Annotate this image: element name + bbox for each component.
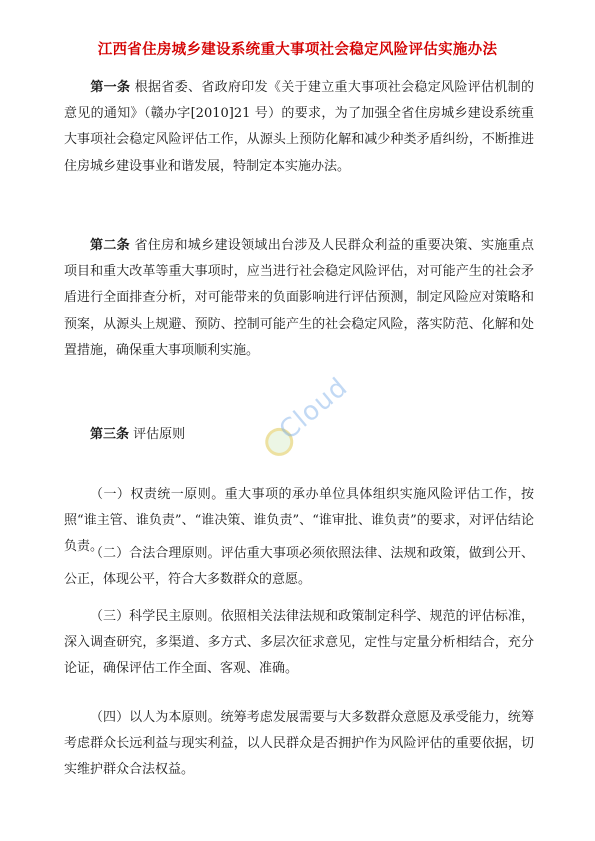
document-title: 江西省住房城乡建设系统重大事项社会稳定风险评估实施办法 <box>97 42 498 58</box>
watermark-text: Cloud <box>273 372 354 446</box>
article-3-heading: 第三条 <box>90 427 130 442</box>
principle-4: （四）以人为本原则。统筹考虑发展需要与大多数群众意愿及承受能力，统筹考虑群众长远利益与现实利益，以人民群众是否拥护作为风险评估的重要依据，切实维护群众合法权益。 <box>64 710 534 778</box>
article-1-text: 根据省委、省政府印发《关于建立重大事项社会稳定风险评估机制的意见的通知》（赣办字[2010]21 号）的要求，为了加强全省住房城乡建设系统重大事项社会稳定风险评估工作，从源头上预防化解和减少种类矛盾纠纷，不断推进住房城乡建设事业和谐发展，特制定本实施办法。 <box>64 80 534 174</box>
article-1-heading: 第一条 <box>90 80 131 95</box>
article-2-heading: 第二条 <box>90 238 130 253</box>
article-2-text: 省住房和城乡建设领域出台涉及人民群众利益的重要决策、实施重点项目和重大改革等重大事项时，应当进行社会稳定风险评估，对可能产生的社会矛盾进行全面排查分析，对可能带来的负面影响进行评估预测，制定风险应对策略和预案，从源头上规避、预防、控制可能产生的社会稳定风险，落实防范、化解和处置措施，确保重大事项顺利实施。 <box>64 238 534 358</box>
article-3-text: 评估原则 <box>133 427 186 442</box>
cloud-watermark <box>243 362 363 481</box>
principle-1: （一）权责统一原则。重大事项的承办单位具体组织实施风险评估工作，按照“谁主管、谁负责”、“谁决策、谁负责”、“谁审批、谁负责”的要求，对评估结论负责。 <box>64 487 534 555</box>
principle-3: （三）科学民主原则。依照相关法律法规和政策制定科学、规范的评估标准，深入调查研究，多渠道、多方式、多层次征求意见，定性与定量分析相结合，充分论证，确保评估工作全面、客观、准确。 <box>64 609 534 677</box>
article-2 <box>64 233 534 364</box>
principle-2: （二）合法合理原则。评估重大事项必须依照法律、法规和政策，做到公开、公正，体现公平，符合大多数群众的意愿。 <box>64 546 534 588</box>
article-1 <box>64 75 534 180</box>
